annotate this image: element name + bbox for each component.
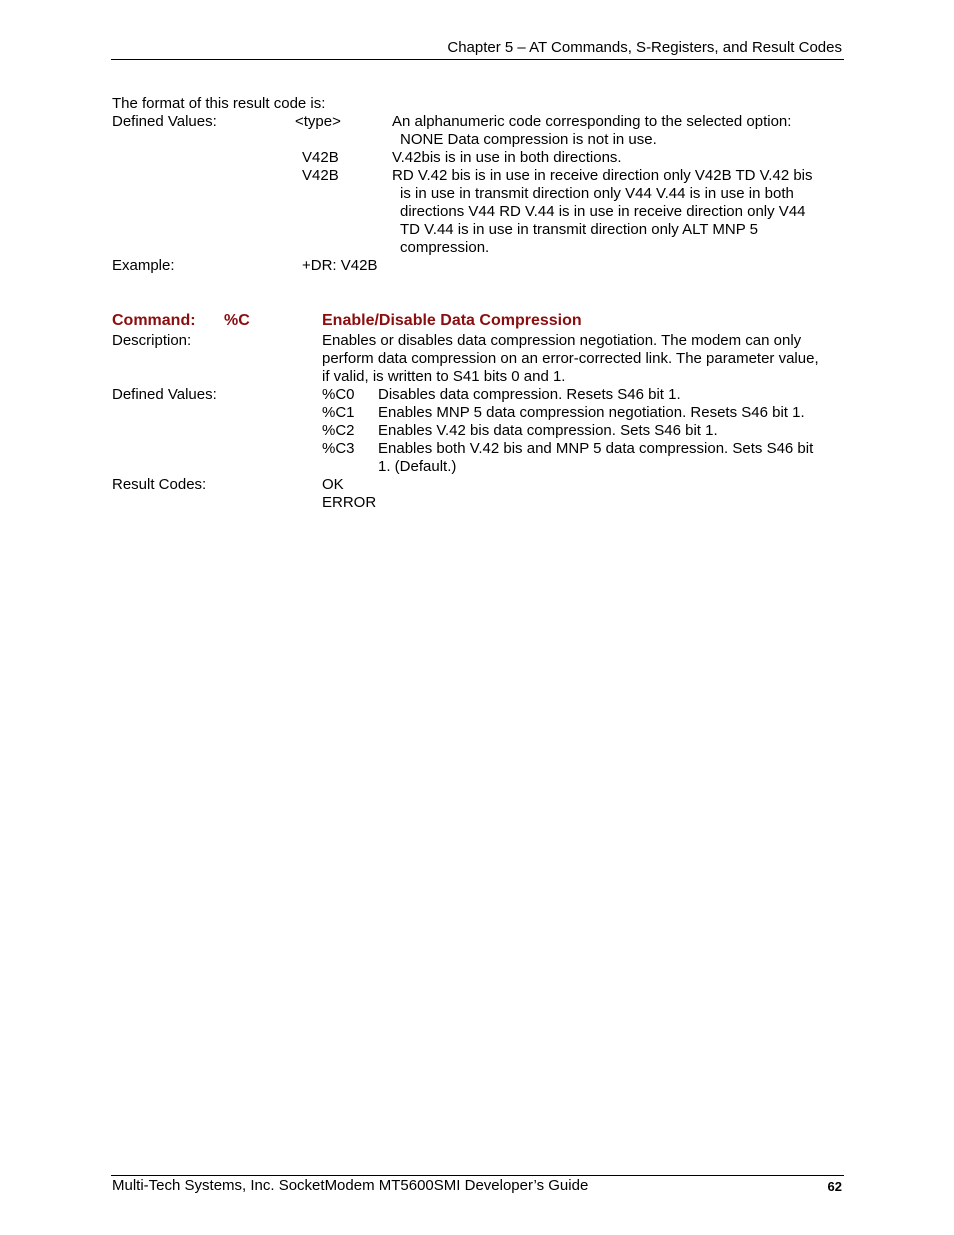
value-desc: Disables data compression. Resets S46 bit 1.	[378, 386, 681, 403]
example-label: Example:	[112, 257, 175, 274]
value-desc-line: compression.	[400, 239, 490, 256]
example-value: +DR: V42B	[302, 257, 378, 274]
value-desc-line: directions V44 RD V.44 is in use in receive direction only V44	[400, 203, 806, 220]
value-code-v42b-2: V42B	[302, 167, 339, 184]
description-line: Enables or disables data compression negotiation. The modem can only	[322, 332, 802, 349]
defined-values-label: Defined Values:	[112, 113, 217, 130]
type-description-none: NONE Data compression is not in use.	[400, 131, 657, 148]
page-number: 62	[827, 1179, 842, 1194]
value-desc-v42b: V.42bis is in use in both directions.	[392, 149, 622, 166]
defined-values-label-2: Defined Values:	[112, 386, 217, 403]
description-line: if valid, is written to S41 bits 0 and 1.	[322, 368, 566, 385]
value-desc-line: is in use in transmit direction only V44 V.44 is in use in both	[400, 185, 794, 202]
running-header: Chapter 5 – AT Commands, S-Registers, and Result Codes	[447, 39, 842, 56]
value-desc: Enables MNP 5 data compression negotiation. Resets S46 bit 1.	[378, 404, 805, 421]
footer-rule	[111, 1175, 844, 1176]
value-code: %C2	[322, 422, 355, 439]
value-code: %C0	[322, 386, 355, 403]
value-code: %C1	[322, 404, 355, 421]
value-desc-line: TD V.44 is in use in transmit direction only ALT MNP 5	[400, 221, 758, 238]
header-rule	[111, 59, 844, 60]
result-code-ok: OK	[322, 476, 344, 493]
type-description: An alphanumeric code corresponding to the selected option:	[392, 113, 792, 130]
command-name: %C	[224, 312, 250, 329]
value-desc: Enables both V.42 bis and MNP 5 data compression. Sets S46 bit	[378, 440, 814, 457]
format-intro: The format of this result code is:	[112, 95, 326, 112]
value-desc-line: RD V.42 bis is in use in receive direction only V42B TD V.42 bis	[392, 167, 813, 184]
type-token: <type>	[295, 113, 341, 130]
command-title: Enable/Disable Data Compression	[322, 312, 582, 329]
value-code-v42b: V42B	[302, 149, 339, 166]
description-line: perform data compression on an error-corrected link. The parameter value,	[322, 350, 819, 367]
command-label: Command:	[112, 312, 196, 329]
value-desc-continuation: 1. (Default.)	[378, 458, 457, 475]
value-desc: Enables V.42 bis data compression. Sets S46 bit 1.	[378, 422, 718, 439]
description-label: Description:	[112, 332, 192, 349]
footer-title: Multi-Tech Systems, Inc. SocketModem MT5600SMI Developer’s Guide	[112, 1177, 589, 1194]
result-code-error: ERROR	[322, 494, 377, 511]
value-code: %C3	[322, 440, 355, 457]
result-codes-label: Result Codes:	[112, 476, 207, 493]
